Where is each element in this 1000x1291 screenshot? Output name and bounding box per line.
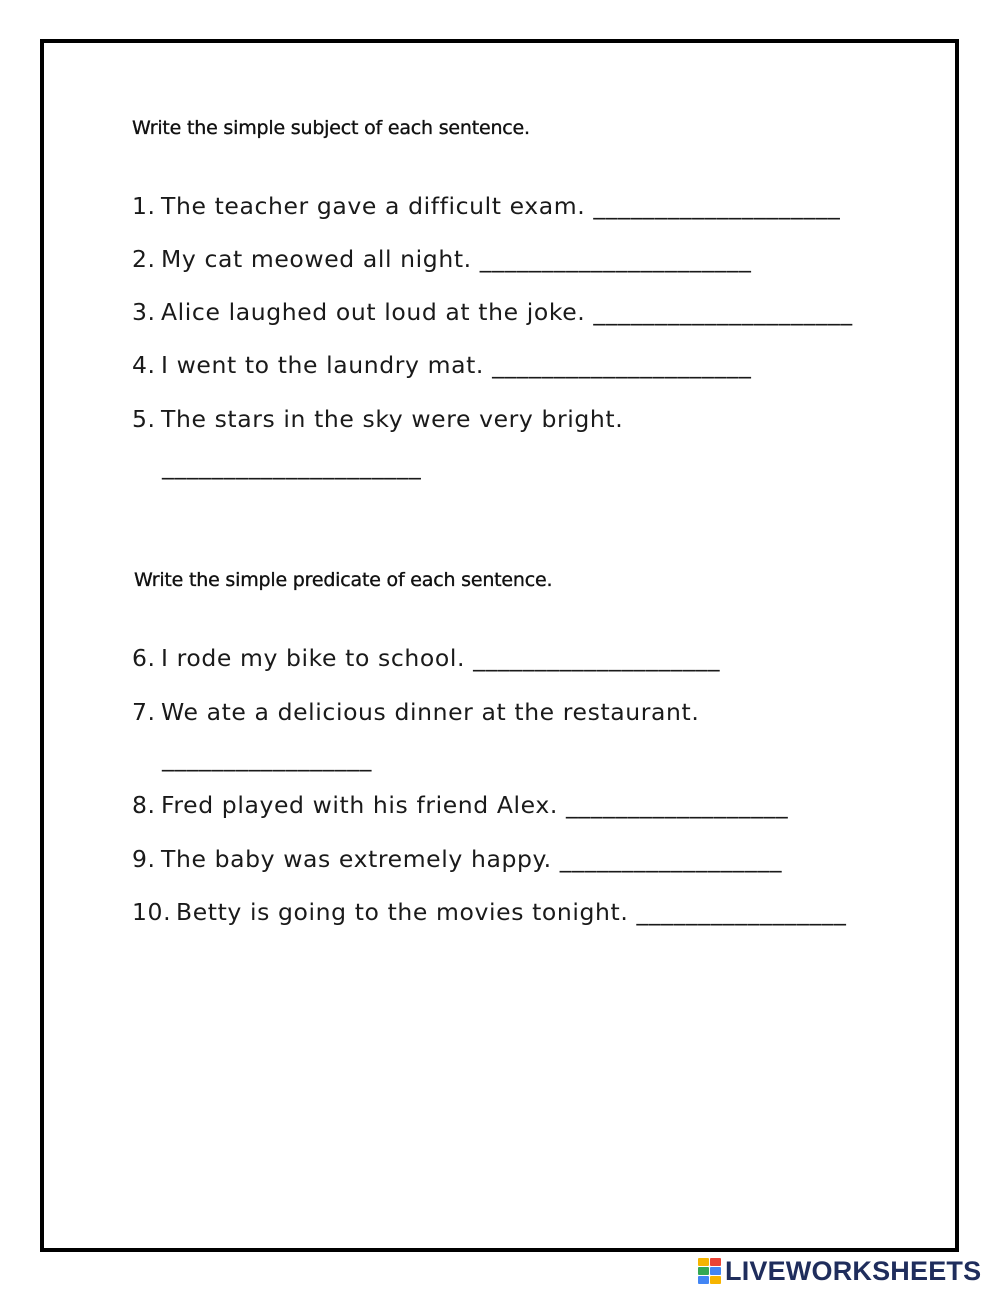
question-2 xyxy=(132,245,751,273)
answer-line[interactable]: _____________________ xyxy=(162,452,422,480)
question-text: The baby was extremely happy. __________________ xyxy=(161,845,783,873)
question-text: I rode my bike to school. ____________________ xyxy=(161,644,721,672)
question-10 xyxy=(132,898,846,926)
question-9 xyxy=(132,845,782,873)
question-text: Fred played with his friend Alex. __________________ xyxy=(161,791,789,819)
question-8 xyxy=(132,791,788,819)
answer-line[interactable]: _________________ xyxy=(162,744,372,772)
question-text: Betty is going to the movies tonight. _________________ xyxy=(176,898,847,926)
section-1-heading: Write the simple subject of each sentence. xyxy=(132,117,530,139)
question-number: 8. xyxy=(132,791,156,819)
question-text: I went to the laundry mat. _____________________ xyxy=(161,351,752,379)
question-number: 1. xyxy=(132,192,156,220)
liveworksheets-watermark xyxy=(698,1256,981,1286)
watermark-text: LIVEWORKSHEETS xyxy=(725,1256,982,1286)
question-text: Alice laughed out loud at the joke. _____________________ xyxy=(161,298,853,326)
question-text: The stars in the sky were very bright. xyxy=(161,405,624,433)
section-2-heading: Write the simple predicate of each sentence. xyxy=(134,569,553,591)
question-4 xyxy=(132,351,751,379)
question-number: 10. xyxy=(132,898,172,926)
question-number: 7. xyxy=(132,698,156,726)
question-number: 4. xyxy=(132,351,156,379)
question-number: 2. xyxy=(132,245,156,273)
question-6 xyxy=(132,644,720,672)
question-1 xyxy=(132,192,840,220)
question-7 xyxy=(132,698,699,726)
question-number: 5. xyxy=(132,405,156,433)
question-3 xyxy=(132,298,853,326)
question-text: The teacher gave a difficult exam. ____________________ xyxy=(161,192,841,220)
question-number: 6. xyxy=(132,644,156,672)
question-number: 3. xyxy=(132,298,156,326)
question-number: 9. xyxy=(132,845,156,873)
liveworksheets-logo-icon xyxy=(698,1258,722,1284)
question-5 xyxy=(132,405,623,433)
question-text: My cat meowed all night. ______________________ xyxy=(161,245,752,273)
question-text: We ate a delicious dinner at the restaurant. xyxy=(161,698,700,726)
worksheet-frame xyxy=(40,39,959,1252)
